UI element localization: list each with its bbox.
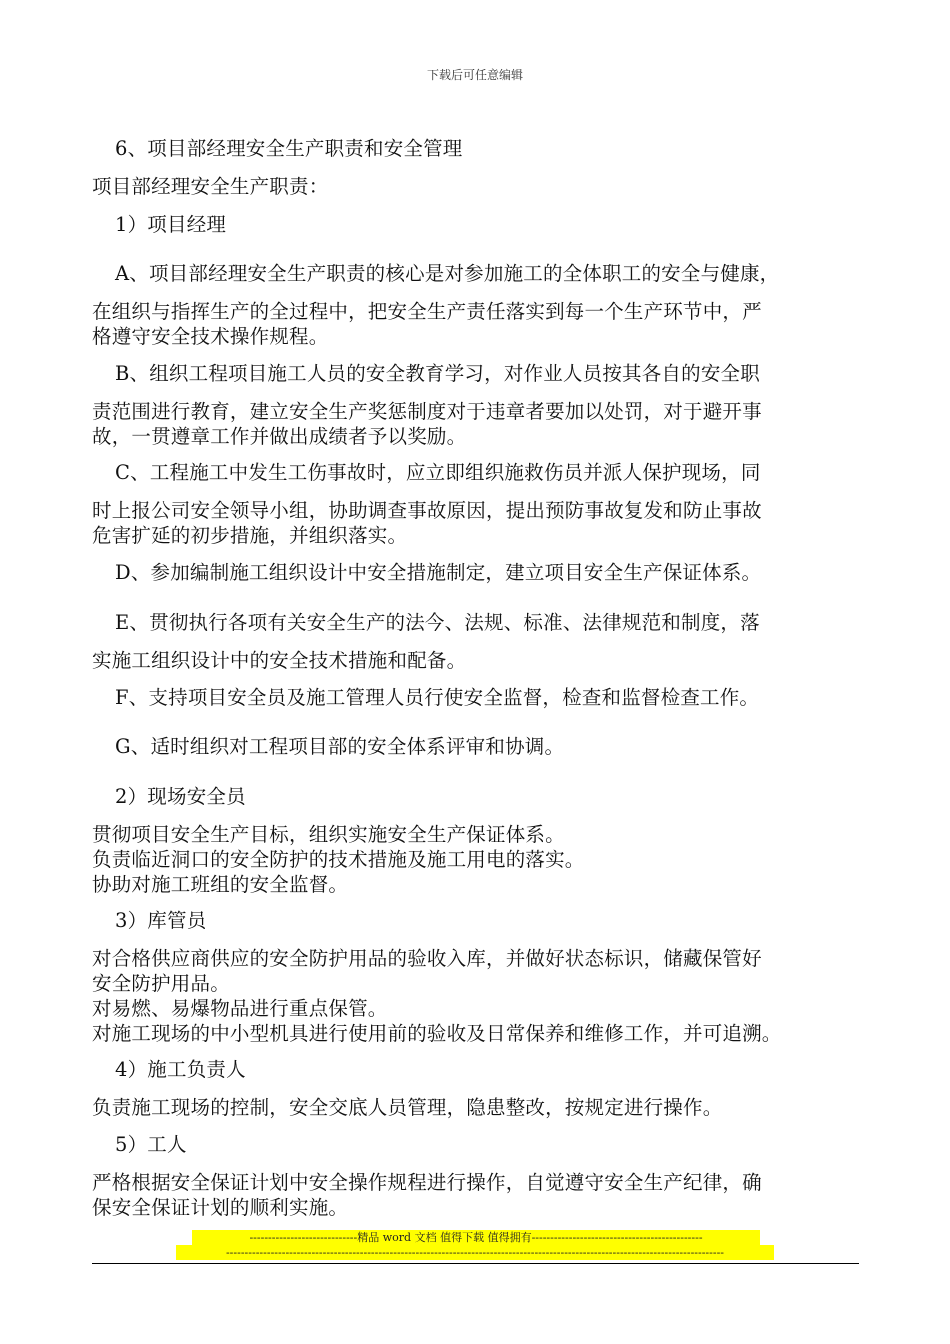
paragraph-line: E、贯彻执行各项有关安全生产的法今、法规、标准、法律规范和制度，落 bbox=[115, 611, 760, 634]
paragraph-line: 保安全保证计划的顺利实施。 bbox=[92, 1196, 349, 1219]
paragraph-line: 对易燃、易爆物品进行重点保管。 bbox=[92, 997, 388, 1020]
item-heading-warehouse-keeper: 3）库管员 bbox=[115, 909, 207, 932]
paragraph-line: 严格根据安全保证计划中安全操作规程进行操作，自觉遵守安全生产纪律，确 bbox=[92, 1171, 762, 1194]
paragraph-line: G、适时组织对工程项目部的安全体系评审和协调。 bbox=[115, 735, 565, 758]
paragraph-line: 时上报公司安全领导小组，协助调查事故原因，提出预防事故复发和防止事故 bbox=[92, 499, 762, 522]
paragraph-line: 对合格供应商供应的安全防护用品的验收入库，并做好状态标识，储藏保管好 bbox=[92, 947, 762, 970]
paragraph-line: 责范围进行教育，建立安全生产奖惩制度对于违章者要加以处罚，对于避开事 bbox=[92, 400, 762, 423]
paragraph-line: B、组织工程项目施工人员的安全教育学习，对作业人员按其各自的安全职 bbox=[115, 362, 760, 385]
paragraph-line: C、工程施工中发生工伤事故时，应立即组织施救伤员并派人保护现场，同 bbox=[115, 461, 761, 484]
paragraph-line: 协助对施工班组的安全监督。 bbox=[92, 873, 349, 896]
paragraph-line: A、项目部经理安全生产职责的核心是对参加施工的全体职工的安全与健康， bbox=[115, 262, 780, 285]
item-heading-project-manager: 1）项目经理 bbox=[115, 213, 227, 236]
paragraph-line: 故，一贯遵章工作并做出成绩者予以奖励。 bbox=[92, 425, 467, 448]
paragraph-line: 贯彻项目安全生产目标，组织实施安全生产保证体系。 bbox=[92, 823, 565, 846]
footer-divider bbox=[92, 1263, 859, 1264]
paragraph-line: 安全防护用品。 bbox=[92, 972, 230, 995]
item-heading-workers: 5）工人 bbox=[115, 1133, 187, 1156]
item-heading-construction-lead: 4）施工负责人 bbox=[115, 1058, 246, 1081]
footer-banner-line-1: -----------------------------精品 word 文档 值得下载 值得拥有---------------------------------------------- bbox=[192, 1230, 760, 1245]
paragraph-line: 实施工组织设计中的安全技术措施和配备。 bbox=[92, 649, 467, 672]
paragraph-line: 对施工现场的中小型机具进行使用前的验收及日常保养和维修工作，并可追溯。 bbox=[92, 1022, 782, 1045]
subheading: 项目部经理安全生产职责： bbox=[92, 175, 329, 198]
paragraph-line: F、支持项目安全员及施工管理人员行使安全监督，检查和监督检查工作。 bbox=[115, 686, 760, 709]
paragraph-line: 负责临近洞口的安全防护的技术措施及施工用电的落实。 bbox=[92, 848, 585, 871]
paragraph-line: 危害扩延的初步措施，并组织落实。 bbox=[92, 524, 408, 547]
section-heading: 6、项目部经理安全生产职责和安全管理 bbox=[115, 137, 463, 160]
header-note: 下载后可任意编辑 bbox=[426, 68, 523, 82]
paragraph-line: D、参加编制施工组织设计中安全措施制定，建立项目安全生产保证体系。 bbox=[115, 561, 762, 584]
paragraph-line: 负责施工现场的控制，安全交底人员管理，隐患整改，按规定进行操作。 bbox=[92, 1096, 723, 1119]
item-heading-safety-officer: 2）现场安全员 bbox=[115, 785, 246, 808]
paragraph-line: 在组织与指挥生产的全过程中，把安全生产责任落实到每一个生产环节中，严 bbox=[92, 300, 762, 323]
footer-banner-line-2: -------------------------------------------------------------------------------------------------------------------------------------- bbox=[176, 1245, 774, 1260]
paragraph-line: 格遵守安全技术操作规程。 bbox=[92, 325, 329, 348]
